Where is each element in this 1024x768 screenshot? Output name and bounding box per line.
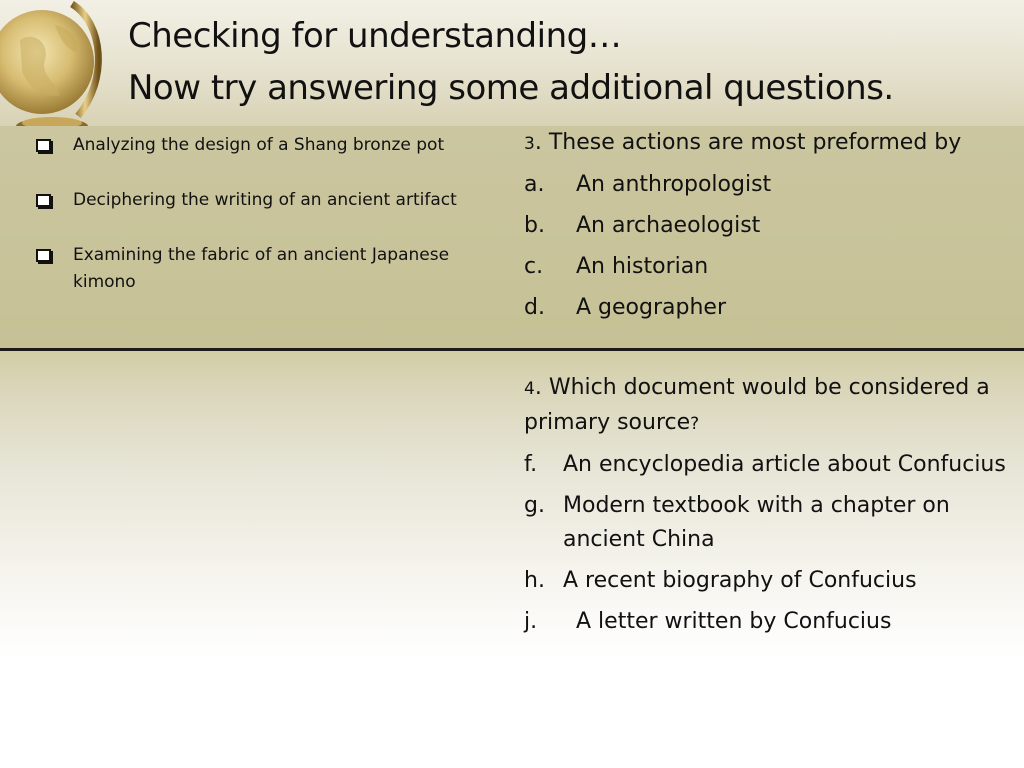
- checkbox-bullet-icon: [36, 194, 51, 207]
- answer-option: [524, 448, 1019, 482]
- action-list: [36, 132, 476, 306]
- question-prompt: . These actions are most preformed by: [534, 130, 962, 155]
- list-item: [36, 132, 476, 159]
- checkbox-bullet-icon: [36, 139, 51, 152]
- option-letter: c.: [524, 254, 544, 279]
- answer-option: [524, 291, 1019, 325]
- question-4: [524, 371, 1019, 639]
- option-text: A letter written by Confucius: [576, 609, 892, 634]
- option-letter: d.: [524, 295, 545, 320]
- option-text: An anthropologist: [576, 172, 772, 197]
- question-prompt: . Which document would be considered a primary source: [524, 375, 990, 435]
- checkbox-bullet-icon: [36, 249, 51, 262]
- option-text: An historian: [576, 254, 709, 279]
- globe-image: [0, 0, 110, 140]
- list-item-text: Examining the fabric of an ancient Japanese kimono: [73, 245, 450, 292]
- list-item: [36, 242, 476, 296]
- option-letter: b.: [524, 213, 545, 238]
- answer-option: [524, 564, 1019, 598]
- title-line-2: Now try answering some additional questions.: [128, 68, 894, 108]
- option-letter: f.: [524, 452, 538, 477]
- answer-option: [524, 489, 1019, 557]
- option-text: An encyclopedia article about Confucius: [563, 452, 1006, 477]
- answer-option: [524, 209, 1019, 243]
- option-text: An archaeologist: [576, 213, 761, 238]
- option-letter: h.: [524, 568, 545, 593]
- title-line-1: Checking for understanding…: [128, 16, 622, 56]
- section-divider: [0, 348, 1024, 351]
- option-text: Modern textbook with a chapter on ancient China: [563, 493, 950, 552]
- question-mark: ?: [690, 414, 700, 434]
- answer-option: [524, 168, 1019, 202]
- question-4-text: [524, 371, 1019, 441]
- option-letter: g.: [524, 493, 545, 518]
- question-3-text: [524, 126, 1019, 161]
- list-item-text: Analyzing the design of a Shang bronze pot: [73, 135, 445, 155]
- list-item: [36, 187, 476, 214]
- slide-title: [128, 10, 1008, 114]
- question-3: [524, 126, 1019, 325]
- question-number: 3: [524, 134, 535, 154]
- list-item-text: Deciphering the writing of an ancient artifact: [73, 190, 457, 210]
- answer-option: [524, 250, 1019, 284]
- option-text: A recent biography of Confucius: [563, 568, 917, 593]
- option-letter: j.: [524, 609, 538, 634]
- question-number: 4: [524, 379, 535, 399]
- answer-option: [524, 605, 1019, 639]
- option-letter: a.: [524, 172, 545, 197]
- option-text: A geographer: [576, 295, 726, 320]
